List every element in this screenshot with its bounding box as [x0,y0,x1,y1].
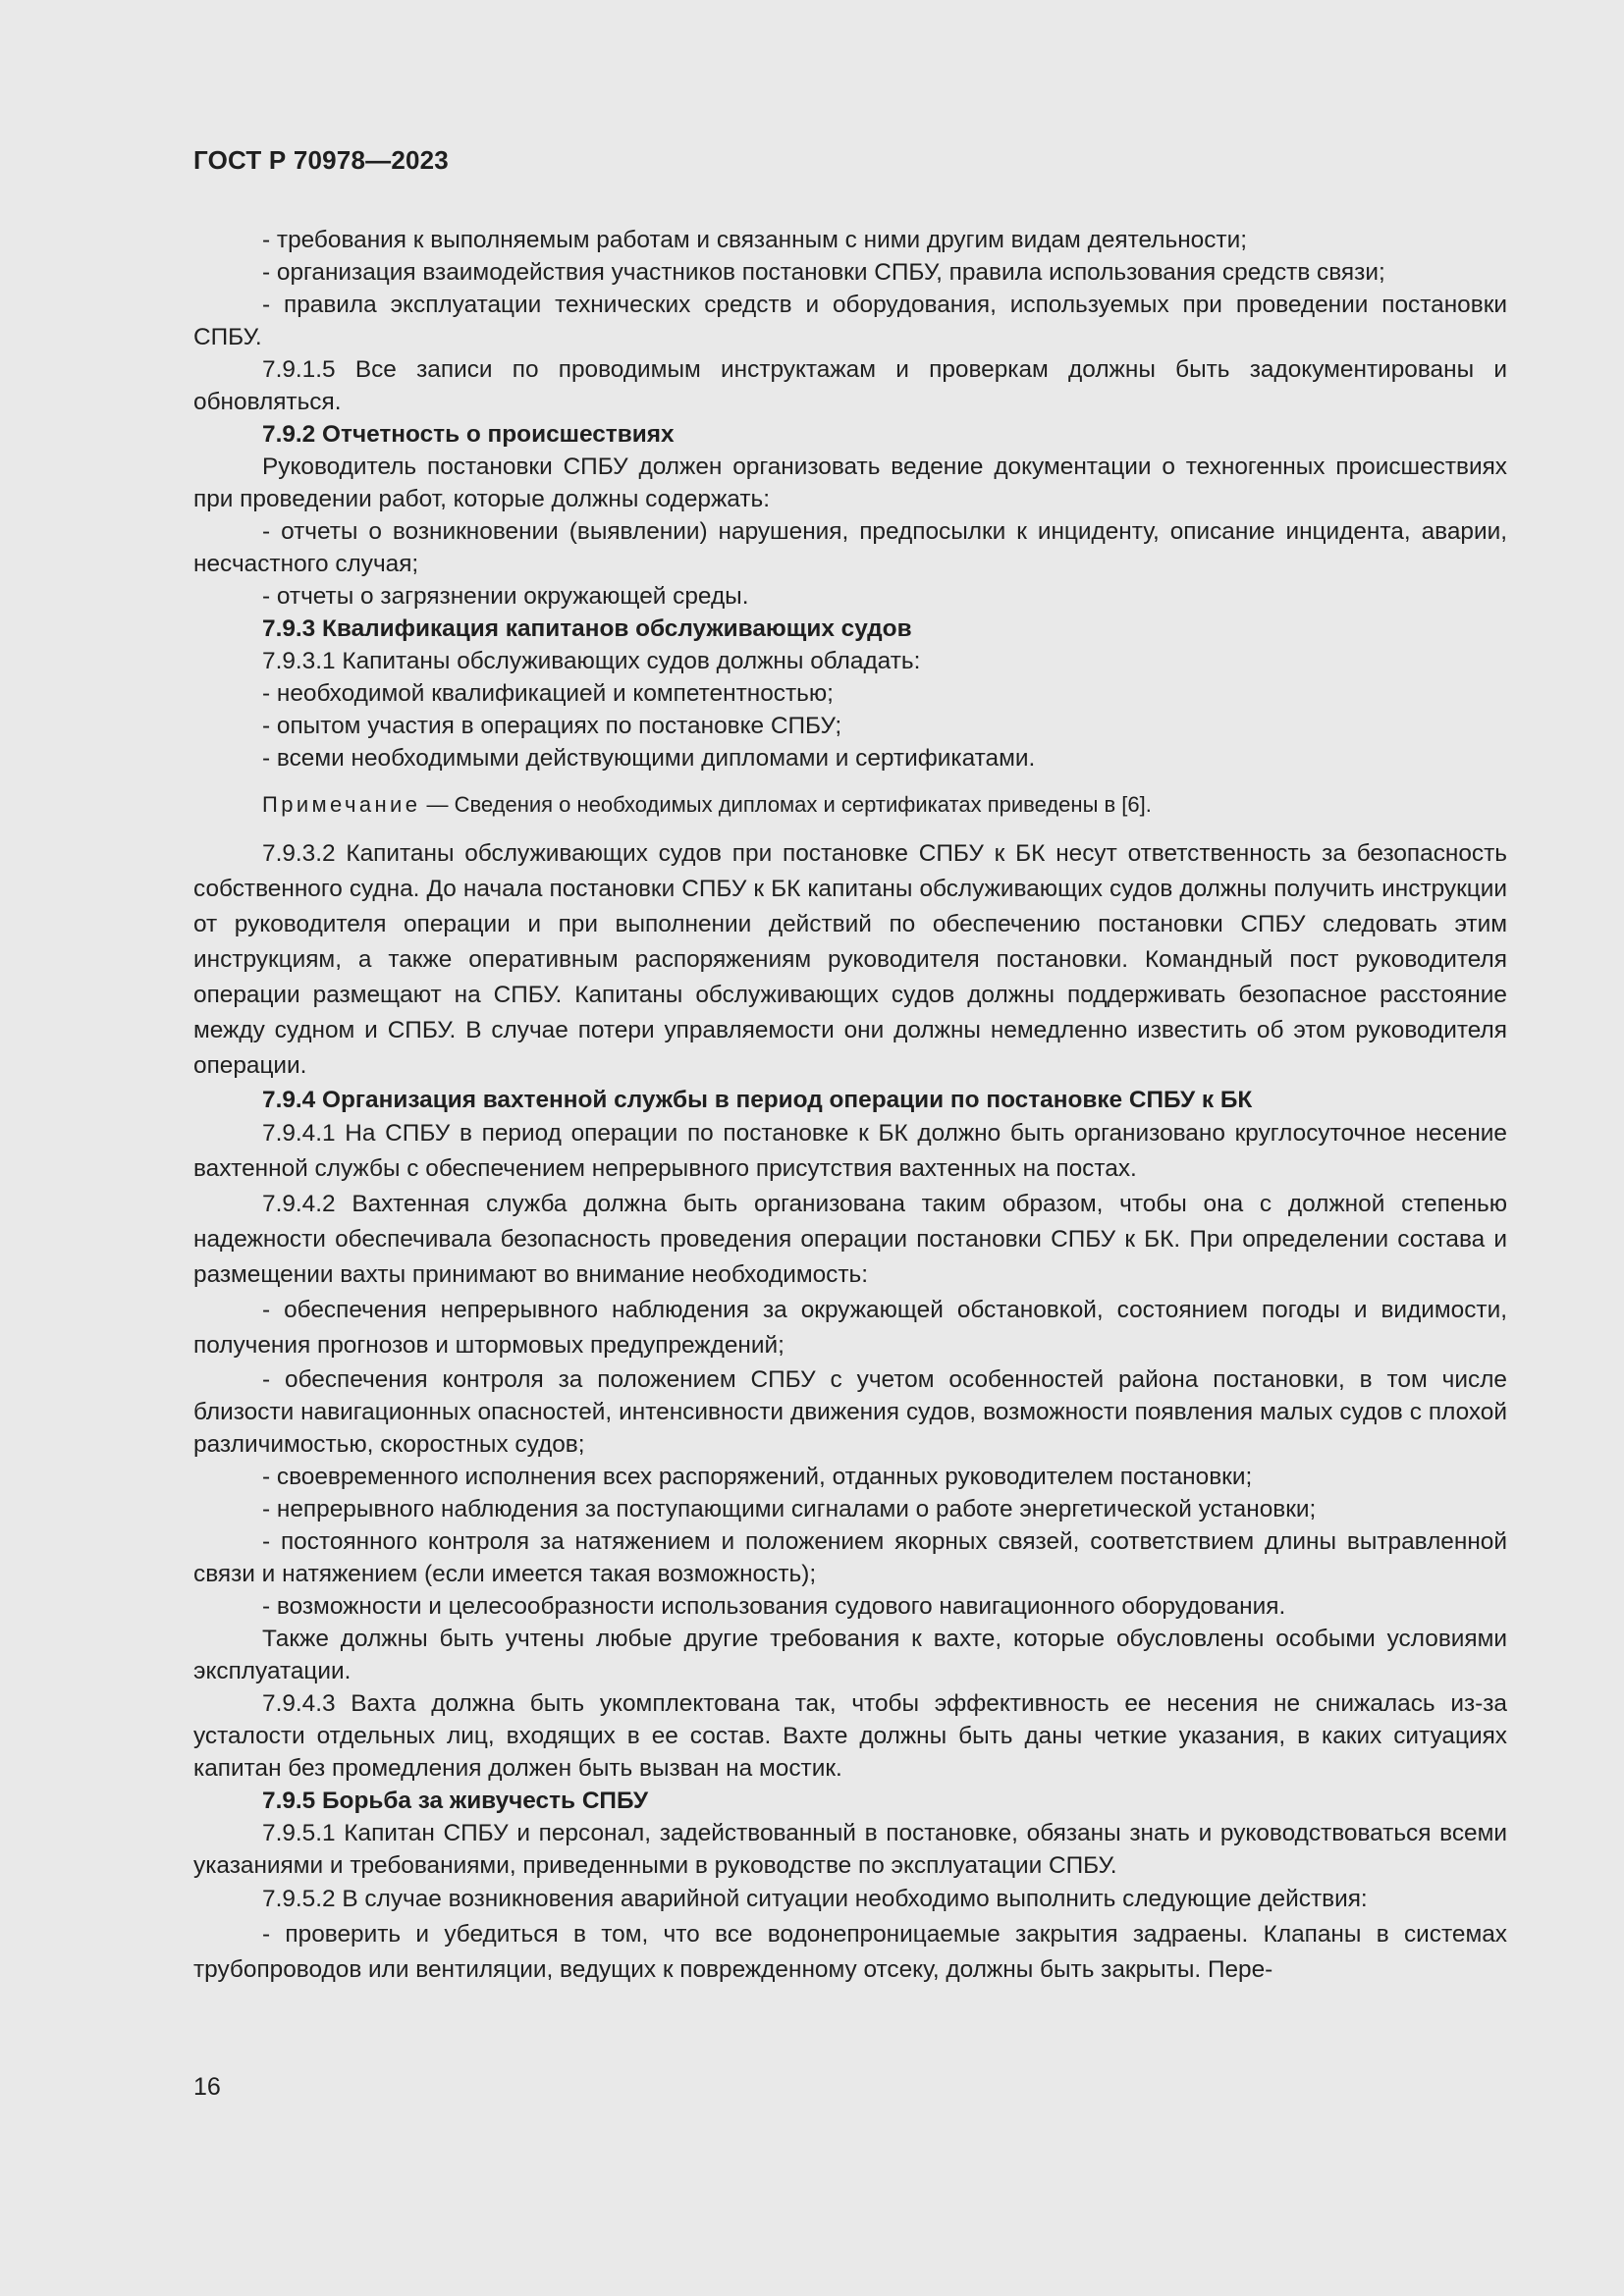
paragraph: 7.9.5.2 В случае возникновения аварийной ситуации необходимо выполнить следующие действия: [262,1886,1368,1912]
list-item: - обеспечения контроля за положением СПБУ с учетом особенностей района постановки, в том числе близости навигационных опасностей, интенсивности движения судов, возможности появления малых судов с плохой различимостью, скоростных судов; [193,1366,1507,1458]
section-heading: 7.9.5 Борьба за живучесть СПБУ [262,1788,649,1814]
list-item: - обеспечения непрерывного наблюдения за окружающей обстановкой, состоянием погоды и видимости, получения прогнозов и штормовых предупреждений; [193,1297,1507,1359]
list-item: - проверить и убедиться в том, что все водонепроницаемые закрытия задраены. Клапаны в системах трубопроводов или вентиляции, ведущих к поврежденному отсеку, должны быть закрыты. Пере- [193,1921,1507,1983]
list-item: - организация взаимодействия участников постановки СПБУ, правила использования средств связи; [262,259,1385,286]
list-item: - правила эксплуатации технических средств и оборудования, используемых при проведении постановки СПБУ. [193,292,1507,350]
paragraph: 7.9.1.5 Все записи по проводимым инструктажам и проверкам должны быть задокументированы и обновляться. [193,356,1507,415]
note-text: — Сведения о необходимых дипломах и сертификатах приведены в [6]. [420,792,1152,817]
document-header: ГОСТ Р 70978—2023 [193,145,449,175]
list-item: - постоянного контроля за натяжением и положением якорных связей, соответствием длины вытравленной связи и натяжением (если имеется такая возможность); [193,1528,1507,1587]
list-item: - своевременного исполнения всех распоряжений, отданных руководителем постановки; [262,1464,1253,1490]
section-heading: 7.9.3 Квалификация капитанов обслуживающих судов [262,615,912,642]
section-heading: 7.9.4 Организация вахтенной службы в период операции по постановке СПБУ к БК [262,1087,1253,1113]
paragraph: 7.9.4.2 Вахтенная служба должна быть организована таким образом, чтобы она с должной степенью надежности обеспечивала безопасность проведения операции постановки СПБУ к БК. При определении состава и размещении вахты принимают во внимание необходимость: [193,1191,1507,1288]
list-item: - требования к выполняемым работам и связанным с ними другим видам деятельности; [262,227,1248,253]
list-item: - необходимой квалификацией и компетентностью; [262,680,834,707]
paragraph: 7.9.3.1 Капитаны обслуживающих судов должны обладать: [262,648,921,674]
paragraph: 7.9.4.1 На СПБУ в период операции по постановке к БК должно быть организовано круглосуточное несение вахтенной службы с обеспечением непрерывного присутствия вахтенных на постах. [193,1120,1507,1182]
note-label: Примечание [262,792,421,817]
document-body [193,224,1507,1988]
list-item: - отчеты о загрязнении окружающей среды. [262,583,749,610]
note [193,788,1507,821]
paragraph: 7.9.3.2 Капитаны обслуживающих судов при постановке СПБУ к БК несут ответственность за безопасность собственного судна. До начала постановки СПБУ к БК капитаны обслуживающих судов должны получить инструкции от руководителя операции и при выполнении действий по обеспечению постановки СПБУ следовать этим инструкциям, а также оперативным распоряжениям руководителя постановки. Командный пост руководителя операции размещают на СПБУ. Капитаны обслуживающих судов должны поддерживать безопасное расстояние между судном и СПБУ. В случае потери управляемости они должны немедленно известить об этом руководителя операции. [193,840,1507,1079]
list-item: - опытом участия в операциях по постановке СПБУ; [262,713,842,739]
paragraph: 7.9.5.1 Капитан СПБУ и персонал, задействованный в постановке, обязаны знать и руководствоваться всеми указаниями и требованиями, приведенными в руководстве по эксплуатации СПБУ. [193,1820,1507,1879]
list-item: - отчеты о возникновении (выявлении) нарушения, предпосылки к инциденту, описание инцидента, аварии, несчастного случая; [193,518,1507,577]
paragraph: 7.9.4.3 Вахта должна быть укомплектована так, чтобы эффективность ее несения не снижалась из-за усталости отдельных лиц, входящих в ее состав. Вахте должны быть даны четкие указания, в каких ситуациях капитан без промедления должен быть вызван на мостик. [193,1690,1507,1782]
page-number: 16 [193,2073,221,2101]
list-item: - всеми необходимыми действующими дипломами и сертификатами. [262,745,1036,772]
list-item: - возможности и целесообразности использования судового навигационного оборудования. [262,1593,1286,1620]
paragraph: Руководитель постановки СПБУ должен организовать ведение документации о техногенных происшествиях при проведении работ, которые должны содержать: [193,454,1507,512]
paragraph: Также должны быть учтены любые другие требования к вахте, которые обусловлены особыми условиями эксплуатации. [193,1626,1507,1684]
list-item: - непрерывного наблюдения за поступающими сигналами о работе энергетической установки; [262,1496,1317,1522]
section-heading: 7.9.2 Отчетность о происшествиях [262,421,675,448]
